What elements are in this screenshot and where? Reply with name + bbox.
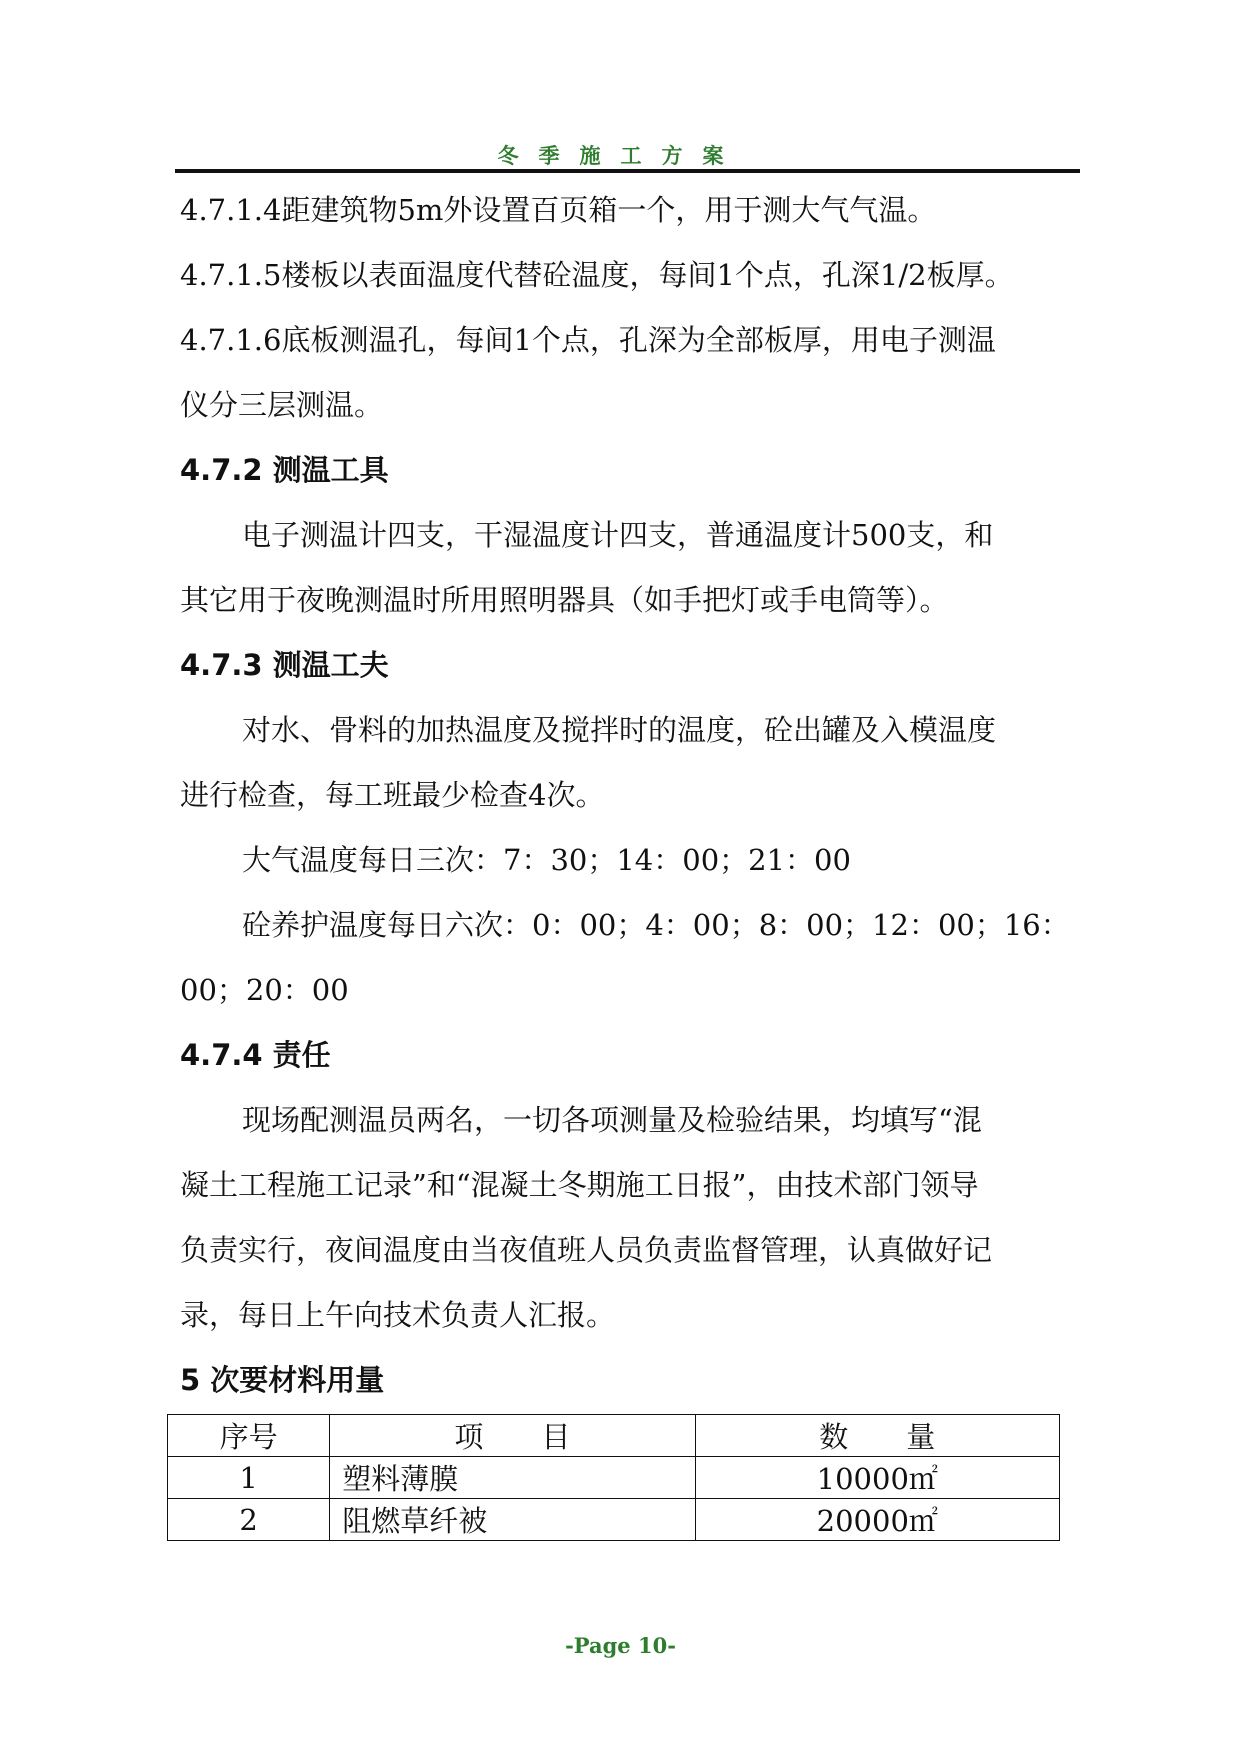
paragraph-4-7-1-6-line2: 仪分三层测温。: [180, 388, 384, 422]
paragraph-tools-line2: 其它用于夜晚测温时所用照明器具（如手把灯或手电筒等）。: [180, 583, 949, 617]
paragraph-method-line1: 对水、骨料的加热温度及搅拌时的温度，砼出罐及入模温度: [242, 713, 997, 747]
paragraph-tools-line1: 电子测温计四支，干湿温度计四支，普通温度计500支，和: [242, 518, 994, 552]
table-cell-index: 1: [168, 1457, 330, 1499]
materials-table: [167, 1414, 1060, 1541]
paragraph-responsibility-line4: 录，每日上午向技术负责人汇报。: [180, 1298, 616, 1332]
table-cell-quantity: 10000㎡: [695, 1457, 1059, 1499]
document-body: [180, 178, 1070, 1413]
table-header-cell: 序号: [168, 1415, 330, 1457]
table-header-cell: 项 目: [330, 1415, 695, 1457]
table-header-row: [168, 1415, 1060, 1457]
paragraph-responsibility-line2: 凝土工程施工记录”和“混凝土冬期施工日报”，由技术部门领导: [180, 1168, 979, 1202]
table-cell-index: 2: [168, 1499, 330, 1541]
paragraph-responsibility-line1: 现场配测温员两名，一切各项测量及检验结果，均填写“混: [242, 1103, 982, 1137]
table-cell-quantity: 20000㎡: [695, 1499, 1059, 1541]
paragraph-4-7-1-6-line1: 4.7.1.6底板测温孔，每间1个点，孔深为全部板厚，用电子测温: [180, 323, 996, 357]
paragraph-4-7-1-4: 4.7.1.4距建筑物5m外设置百页箱一个，用于测大气气温。: [180, 193, 937, 227]
paragraph-air-temp: 大气温度每日三次：7：30；14：00；21：00: [242, 843, 851, 877]
heading-5: 5 次要材料用量: [180, 1363, 385, 1397]
table-row: [168, 1499, 1060, 1541]
page-header-title: 冬季施工方案: [497, 144, 744, 168]
header-divider: [175, 169, 1080, 173]
heading-4-7-3: 4.7.3 测温工夫: [180, 648, 389, 682]
paragraph-curing-temp-line1: 砼养护温度每日六次：0：00；4：00；8：00；12：00；16：: [242, 908, 1070, 942]
page-number: -Page 10-: [565, 1633, 676, 1658]
paragraph-curing-temp-line2: 00；20：00: [180, 973, 349, 1007]
paragraph-responsibility-line3: 负责实行，夜间温度由当夜值班人员负责监督管理，认真做好记: [180, 1233, 993, 1267]
table-cell-item: 塑料薄膜: [330, 1457, 695, 1499]
table-cell-item: 阻燃草纤被: [330, 1499, 695, 1541]
paragraph-method-line2: 进行检查，每工班最少检查4次。: [180, 778, 605, 812]
table-header-cell: 数 量: [695, 1415, 1059, 1457]
table-row: [168, 1457, 1060, 1499]
paragraph-4-7-1-5: 4.7.1.5楼板以表面温度代替砼温度，每间1个点，孔深1/2板厚。: [180, 258, 1014, 292]
heading-4-7-4: 4.7.4 责任: [180, 1038, 331, 1072]
heading-4-7-2: 4.7.2 测温工具: [180, 453, 389, 487]
